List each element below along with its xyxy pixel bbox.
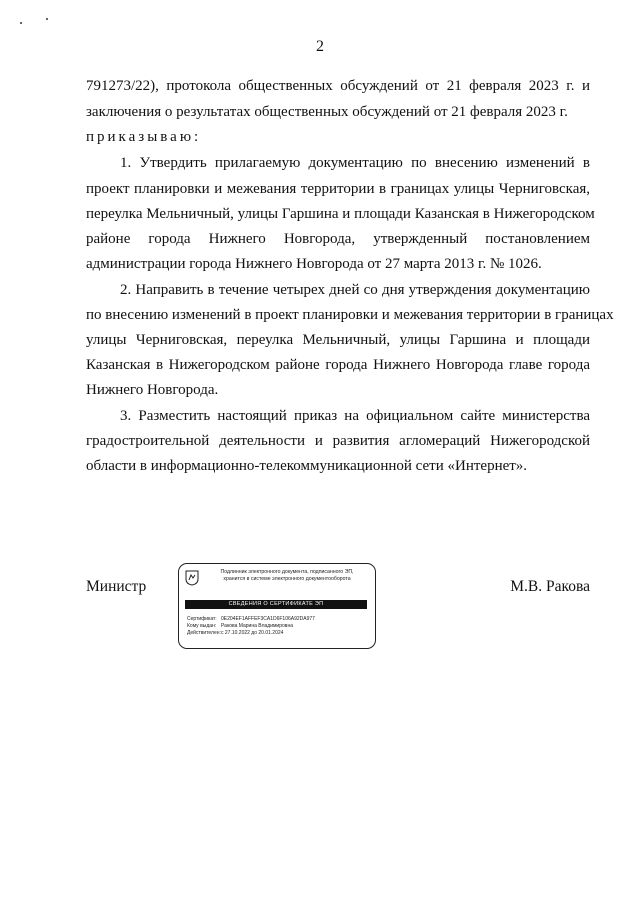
paragraph-line: переулка Мельничный, улицы Гаршина и площади Казанская в Нижегородском xyxy=(86,206,595,222)
signatory-name: М.В. Ракова xyxy=(510,578,590,595)
paragraph-line: Нижнего Новгорода. xyxy=(86,382,219,398)
paragraph-line: градостроительной деятельности и развития агломераций Нижегородской xyxy=(86,433,590,449)
stamp-header xyxy=(203,569,371,582)
paragraph-line: 2. Направить в течение четырех дней со дня утверждения документацию xyxy=(120,282,590,298)
e-signature-stamp xyxy=(178,563,376,649)
valid-value: с 27.10.2022 до 20.01.2024 xyxy=(221,630,284,636)
paragraph-line: улицы Черниговская, переулка Мельничный, улицы Гаршина и площади xyxy=(86,332,590,348)
order-keyword: приказываю: xyxy=(86,129,202,145)
paragraph-line: области в информационно-телекоммуникационной сети «Интернет». xyxy=(86,458,528,474)
stamp-title: СВЕДЕНИЯ О СЕРТИФИКАТЕ ЭП xyxy=(185,600,367,609)
stamp-header-line: хранится в системе электронного документооборота xyxy=(223,575,351,582)
cert-value: 0E204EF1AFFEF3CA1D6F106A92DA977 xyxy=(221,616,315,622)
issued-label: Кому выдан: xyxy=(187,623,217,629)
valid-row xyxy=(187,630,367,636)
cert-row xyxy=(187,616,367,622)
paragraph-line: Казанская в Нижегородском районе города Нижнего Новгорода главе города xyxy=(86,357,590,373)
scan-speck xyxy=(20,22,22,24)
paragraph-line: проект планировки и межевания территории в границах улицы Черниговская, xyxy=(86,181,590,197)
paragraph-line: 791273/22), протокола общественных обсуждений от 21 февраля 2023 г. и xyxy=(86,78,590,94)
paragraph-line: 1. Утвердить прилагаемую документацию по внесению изменений в xyxy=(120,155,590,171)
paragraph-line: заключения о результатах общественных обсуждений от 21 февраля 2023 г. xyxy=(86,104,568,120)
paragraph-line: администрации города Нижнего Новгорода от 27 марта 2013 г. № 1026. xyxy=(86,256,542,272)
signatory-position: Министр xyxy=(86,578,147,595)
issued-row xyxy=(187,623,367,629)
paragraph-line: по внесению изменений в проект планировки и межевания территории в границах xyxy=(86,307,614,323)
page-number: 2 xyxy=(316,38,324,55)
valid-label: Действителен: xyxy=(187,630,221,636)
coat-of-arms-icon xyxy=(185,570,199,586)
issued-value: Ракова Марина Владимировна xyxy=(221,623,293,629)
cert-label: Сертификат: xyxy=(187,616,217,622)
stamp-header-line: Подлинник электронного документа, подписанного ЭП, xyxy=(220,569,354,575)
paragraph-line: 3. Разместить настоящий приказ на официальном сайте министерства xyxy=(120,408,590,424)
paragraph-line: районе города Нижнего Новгорода, утвержденный постановлением xyxy=(86,231,590,247)
scan-speck xyxy=(46,18,48,20)
